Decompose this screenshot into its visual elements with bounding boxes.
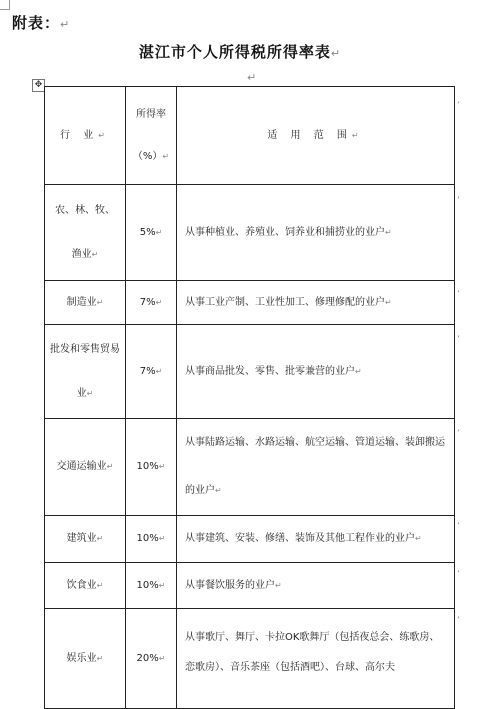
cell-rate: 10%↵ (126, 516, 177, 563)
table-row (45, 325, 455, 419)
row-end-mark: ʼ (457, 522, 460, 532)
cell-scope: 从事工业产制、工业性加工、修理修配的业户↵ (177, 281, 455, 325)
cell-industry: 制造业↵ (45, 281, 126, 325)
appendix-label: 附表：↵ (12, 14, 71, 32)
header-scope: 适 用 范 围↵ (177, 87, 455, 185)
cell-industry: 批发和零售贸易业↵ (45, 325, 126, 419)
cell-rate: 10%↵ (126, 563, 177, 609)
row-end-mark: ʼ (457, 429, 460, 439)
row-end-mark: ʼ (457, 335, 460, 345)
cell-industry: 建筑业↵ (45, 516, 126, 563)
header-rate-label: 所得率 (136, 108, 166, 120)
paragraph-mark: ↵ (247, 71, 257, 84)
cell-scope: 从事陆路运输、水路运输、航空运输、管道运输、装卸搬运的业户↵ (177, 419, 455, 516)
table-header-row (45, 87, 455, 185)
table-row (45, 419, 455, 516)
cell-industry: 交通运输业↵ (45, 419, 126, 516)
cell-rate: 7%↵ (126, 325, 177, 419)
row-end-mark: ʼ (457, 196, 460, 206)
cell-industry: 农、林、牧、渔业↵ (45, 185, 126, 281)
cell-scope: 从事餐饮服务的业户↵ (177, 563, 455, 609)
page-corner-mark (0, 0, 10, 10)
row-end-mark: ʼ (457, 101, 460, 111)
cell-industry: 饮食业↵ (45, 563, 126, 609)
table-row (45, 185, 455, 281)
cell-rate: 20%↵ (126, 609, 177, 709)
cell-rate: 7%↵ (126, 281, 177, 325)
cell-industry: 娱乐业↵ (45, 609, 126, 709)
cell-scope: 从事种植业、养殖业、饲养业和捕捞业的业户↵ (177, 185, 455, 281)
cell-scope: 从事歌厅、舞厅、卡拉OK歌舞厅（包括夜总会、练歌房、恋歌房）、音乐茶座（包括酒吧）、台球、高尔夫 (177, 609, 455, 709)
header-industry: 行 业↵ (45, 87, 126, 185)
row-end-mark: ʼ (457, 616, 460, 626)
row-end-mark: ʼ (457, 570, 460, 580)
table-row (45, 563, 455, 609)
header-rate-unit: （%）↵ (132, 150, 170, 162)
document-title: 湛江市个人所得税所得率表↵ (138, 43, 342, 61)
table-move-handle-icon[interactable]: ✥ (32, 79, 45, 92)
table-row (45, 609, 455, 709)
table-row (45, 281, 455, 325)
table-row (45, 516, 455, 563)
cell-scope: 从事商品批发、零售、批零兼营的业户↵ (177, 325, 455, 419)
row-end-mark: ʼ (457, 290, 460, 300)
cell-scope: 从事建筑、安装、修缮、装饰及其他工程作业的业户↵ (177, 516, 455, 563)
header-rate (126, 87, 177, 185)
income-rate-table (44, 86, 455, 709)
cell-rate: 5%↵ (126, 185, 177, 281)
cell-rate: 10%↵ (126, 419, 177, 516)
